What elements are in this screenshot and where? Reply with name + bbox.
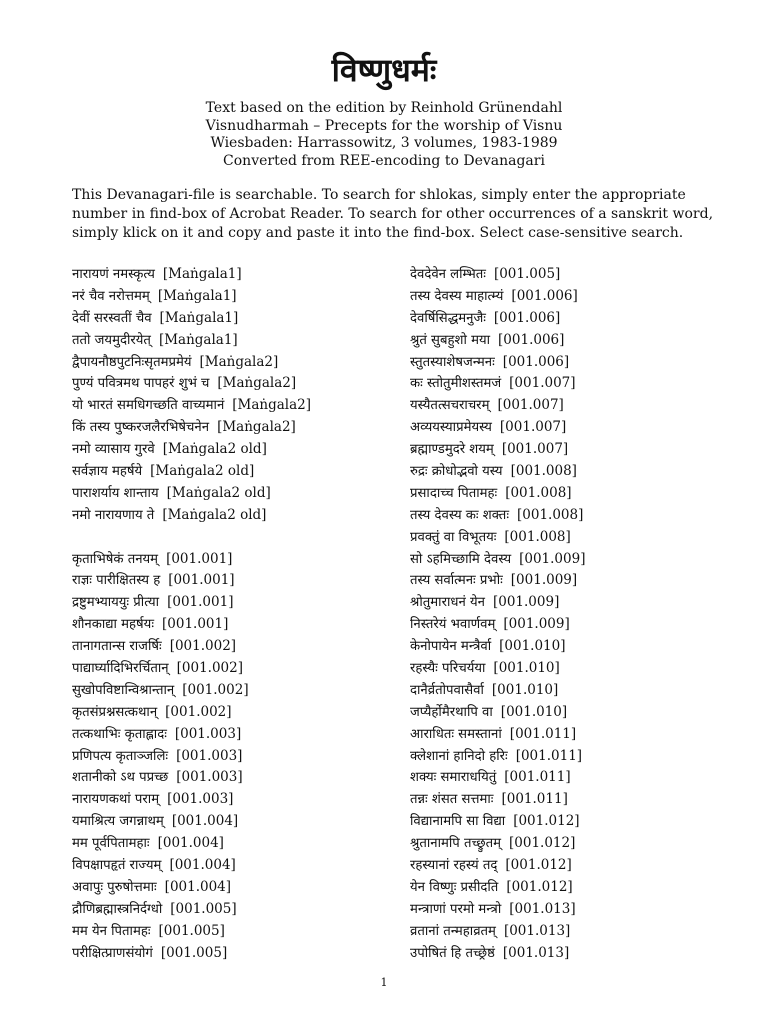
verse-entry[interactable] xyxy=(72,658,392,680)
verse-text[interactable]: मम येन पितामहः xyxy=(72,923,151,939)
verse-reference: [001.009] xyxy=(503,616,570,633)
verse-text[interactable]: व्रतानां तन्महाव्रतम् xyxy=(410,923,496,939)
verse-text[interactable]: सर्वज्ञाय महर्षये xyxy=(72,464,143,480)
verse-reference: [001.007] xyxy=(509,375,576,392)
verse-reference: [001.006] xyxy=(511,287,578,304)
verse-reference: [Maṅgala1] xyxy=(158,331,238,348)
verse-reference: [001.003] xyxy=(167,791,234,808)
verse-text[interactable]: रुद्रः क्रोधोद्भवो यस्य xyxy=(410,464,503,480)
verse-text[interactable]: येन विष्णुः प्रसीदति xyxy=(410,879,499,895)
verse-reference: [001.013] xyxy=(502,944,570,961)
verse-text[interactable]: द्रौणिब्रह्मास्त्रनिर्दग्धो xyxy=(72,901,163,917)
verse-entry[interactable] xyxy=(72,702,392,724)
verse-reference: [001.006] xyxy=(493,309,561,326)
verse-entry[interactable] xyxy=(410,395,750,417)
verse-text[interactable]: तस्य सर्वात्मनः प्रभोः xyxy=(410,573,503,589)
verse-reference: [001.007] xyxy=(501,441,569,458)
verse-text[interactable]: तस्य देवस्य माहात्म्यं xyxy=(410,288,504,304)
verse-entry[interactable] xyxy=(410,899,750,921)
verse-text[interactable]: नमो व्यासाय गुरवे xyxy=(72,442,155,458)
verse-entry[interactable] xyxy=(410,505,750,527)
verse-text[interactable]: निस्तरेयं भवार्णवम् xyxy=(410,617,496,633)
verse-text[interactable]: प्रसादाच्च पितामहः xyxy=(410,485,498,501)
verse-entry[interactable] xyxy=(410,833,750,855)
verse-column-right xyxy=(410,264,750,965)
verse-text[interactable]: रहस्यानां रहस्यं तद् xyxy=(410,858,498,874)
verse-reference: [Maṅgala2 old] xyxy=(162,506,267,523)
verse-entry[interactable] xyxy=(410,811,750,833)
verse-reference: [001.004] xyxy=(171,813,239,830)
verse-column-left xyxy=(72,264,392,965)
verse-entry[interactable] xyxy=(72,680,392,702)
verse-reference: [001.007] xyxy=(497,397,564,414)
verse-text[interactable]: नमो नारायणाय ते xyxy=(72,507,155,523)
verse-text[interactable]: विपक्षापहृतं राज्यम् xyxy=(72,858,162,874)
verse-reference: [001.002] xyxy=(182,681,249,698)
verse-reference: [001.005] xyxy=(493,266,561,282)
verse-text[interactable]: प्रवक्तुं वा विभूतयः xyxy=(410,529,497,545)
verse-reference: [001.009] xyxy=(519,550,586,567)
verse-entry[interactable] xyxy=(410,921,750,943)
verse-reference: [001.007] xyxy=(499,419,567,436)
edition-line: Visnudharmah – Precepts for the worship of Visnu xyxy=(205,117,563,134)
verse-entry[interactable] xyxy=(72,373,392,395)
verse-text[interactable]: शौनकाद्या महर्षयः xyxy=(72,617,154,633)
verse-entry[interactable] xyxy=(72,811,392,833)
verse-reference: [001.011] xyxy=(504,769,571,786)
verse-entry[interactable] xyxy=(72,943,392,965)
verse-reference: [001.010] xyxy=(500,703,568,720)
verse-reference: [001.010] xyxy=(491,681,559,698)
verse-reference: [001.001] xyxy=(162,616,229,633)
verse-reference: [001.013] xyxy=(509,900,576,917)
verse-text[interactable]: यमाश्रित्य जगन्नाथम् xyxy=(72,814,164,830)
verse-entry[interactable] xyxy=(72,461,392,483)
verse-entry[interactable] xyxy=(410,636,750,658)
verse-entry[interactable] xyxy=(410,702,750,724)
page-number: 1 xyxy=(380,976,388,989)
verse-entry[interactable] xyxy=(72,264,392,286)
intro-paragraph xyxy=(72,186,762,243)
verse-entry[interactable] xyxy=(72,746,392,768)
verse-text[interactable]: अव्ययस्याप्रमेयस्य xyxy=(410,420,492,436)
verse-text[interactable]: सुखोपविष्टान्विश्रान्तान् xyxy=(72,682,175,698)
verse-entry[interactable] xyxy=(410,789,750,811)
verse-reference: [Maṅgala2 old] xyxy=(162,441,267,458)
verse-text[interactable]: नारायणं नमस्कृत्य xyxy=(72,267,155,282)
verse-entry[interactable] xyxy=(72,439,392,461)
verse-text[interactable]: शतानीको ऽथ पप्रच्छ xyxy=(72,770,169,786)
verse-text[interactable]: विद्यानामपि सा विद्या xyxy=(410,814,506,830)
verse-text[interactable]: देवदेवेन लम्भितः xyxy=(410,267,486,282)
verse-text[interactable]: यस्यैतत्सचराचरम् xyxy=(410,398,490,414)
verse-reference: [Maṅgala2] xyxy=(199,353,279,370)
verse-reference: [001.008] xyxy=(504,528,571,545)
verse-reference: [Maṅgala2] xyxy=(217,375,297,392)
verse-entry[interactable] xyxy=(72,483,392,505)
verse-text[interactable]: क्लेशानां हानिदो हरिः xyxy=(410,748,508,764)
verse-reference: [001.012] xyxy=(513,813,580,830)
verse-entry[interactable] xyxy=(410,330,750,352)
edition-line: Converted from REE-encoding to Devanagari xyxy=(223,152,545,169)
verse-text[interactable]: कृताभिषेकं तनयम् xyxy=(72,551,159,567)
verse-reference: [001.002] xyxy=(169,638,237,655)
verse-entry[interactable] xyxy=(72,352,392,374)
verse-text[interactable]: नरं चैव नरोत्तमम् xyxy=(72,288,150,304)
verse-entry[interactable] xyxy=(72,724,392,746)
verse-entry[interactable] xyxy=(72,899,392,921)
verse-text[interactable]: मन्त्राणां परमो मन्त्रो xyxy=(410,901,502,917)
edition-line: Wiesbaden: Harrassowitz, 3 volumes, 1983-1989 xyxy=(210,135,558,151)
verse-reference: [001.012] xyxy=(505,857,572,874)
verse-entry[interactable] xyxy=(410,943,750,965)
verse-reference: [001.010] xyxy=(499,638,566,655)
verse-entry[interactable] xyxy=(410,286,750,308)
verse-entry[interactable] xyxy=(72,549,392,571)
verse-text[interactable]: नारायणकथां पराम् xyxy=(72,792,160,808)
verse-text[interactable]: उपोषितं हि तच्छ्रेष्ठं xyxy=(410,945,495,961)
verse-reference: [001.004] xyxy=(169,857,236,874)
edition-info xyxy=(0,100,768,170)
verse-entry[interactable] xyxy=(410,855,750,877)
verse-text[interactable]: जप्यैर्होमैरथापि वा xyxy=(410,704,493,720)
verse-entry[interactable] xyxy=(72,570,392,592)
verse-text[interactable]: देवर्षिसिद्धमनुजैः xyxy=(410,310,486,326)
intro-line: This Devanagari-file is searchable. To search for shlokas, simply enter the appropriate xyxy=(72,187,686,203)
verse-reference: [001.005] xyxy=(170,900,237,917)
verse-text[interactable]: श्रोतुमाराधनं येन xyxy=(410,595,485,611)
verse-text[interactable]: यो भारतं समधिगच्छति वाच्यमानं xyxy=(72,398,225,414)
verse-entry[interactable] xyxy=(72,286,392,308)
verse-reference: [001.011] xyxy=(509,725,577,742)
verse-text[interactable]: सो ऽहमिच्छामि देवस्य xyxy=(410,551,512,567)
verse-reference: [Maṅgala2] xyxy=(232,397,312,414)
verse-text[interactable]: केनोपायेन मन्त्रैर्वा xyxy=(410,639,492,655)
verse-entry[interactable] xyxy=(410,592,750,614)
verse-entry[interactable] xyxy=(72,505,392,527)
verse-text[interactable]: तस्य देवस्य कः शक्तः xyxy=(410,507,509,523)
verse-text[interactable]: श्रुतानामपि तच्छ्रुतम् xyxy=(410,836,502,852)
verse-entry[interactable] xyxy=(72,767,392,789)
verse-entry[interactable] xyxy=(410,570,750,592)
verse-reference: [001.001] xyxy=(166,550,233,567)
verse-entry[interactable] xyxy=(410,439,750,461)
verse-entry[interactable] xyxy=(72,921,392,943)
verse-entry[interactable] xyxy=(72,417,392,439)
intro-line: simply klick on it and copy and paste it into the find-box. Select case-sensitive search. xyxy=(72,225,684,241)
verse-reference: [001.003] xyxy=(176,747,243,764)
section-gap xyxy=(72,527,392,549)
verse-reference: [Maṅgala2 old] xyxy=(150,463,255,480)
verse-text[interactable]: शक्यः समाराधयितुं xyxy=(410,770,497,786)
verse-entry[interactable] xyxy=(410,680,750,702)
verse-text[interactable]: अवापुः पुरुषोत्तमाः xyxy=(72,879,157,895)
verse-entry[interactable] xyxy=(410,767,750,789)
verse-text[interactable]: ततो जयमुदीरयेत् xyxy=(72,332,151,348)
verse-reference: [Maṅgala1] xyxy=(157,287,237,304)
verse-reference: [001.008] xyxy=(517,506,584,523)
verse-reference: [001.004] xyxy=(157,835,224,852)
verse-reference: [001.005] xyxy=(158,922,225,939)
verse-reference: [001.009] xyxy=(492,594,560,611)
verse-reference: [001.012] xyxy=(509,835,576,852)
verse-reference: [Maṅgala2 old] xyxy=(166,484,271,501)
verse-entry[interactable] xyxy=(410,264,750,286)
verse-text[interactable]: राज्ञः पारीक्षितस्य ह xyxy=(72,573,161,589)
verse-text[interactable]: पुण्यं पवित्रमथ पापहरं शुभं च xyxy=(72,376,210,392)
verse-reference: [001.008] xyxy=(510,463,577,480)
verse-reference: [001.006] xyxy=(502,353,570,370)
verse-entry[interactable] xyxy=(72,877,392,899)
verse-reference: [001.005] xyxy=(160,944,228,961)
verse-entry[interactable] xyxy=(410,527,750,549)
verse-text[interactable]: कृतसंप्रश्नसत्कथान् xyxy=(72,704,158,720)
verse-text[interactable]: परीक्षित्प्राणसंयोगं xyxy=(72,945,153,961)
verse-text[interactable]: रहस्यैः परिचर्यया xyxy=(410,661,486,677)
verse-text[interactable]: तानागतान्स राजर्षिः xyxy=(72,639,162,655)
verse-entry[interactable] xyxy=(410,549,750,571)
intro-line: number in find-box of Acrobat Reader. To search for other occurrences of a sanskrit word, xyxy=(72,206,714,222)
verse-entry[interactable] xyxy=(410,373,750,395)
verse-reference: [001.001] xyxy=(167,594,234,611)
verse-text[interactable]: पाराशर्याय शान्ताय xyxy=(72,485,159,501)
verse-text[interactable]: आराधितः समस्तानां xyxy=(410,726,502,742)
verse-reference: [001.003] xyxy=(176,769,243,786)
verse-entry[interactable] xyxy=(72,308,392,330)
verse-entry[interactable] xyxy=(410,614,750,636)
verse-entry[interactable] xyxy=(410,352,750,374)
verse-reference: [001.004] xyxy=(164,878,232,895)
verse-text[interactable]: प्रणिपत्य कृताञ्जलिः xyxy=(72,748,169,764)
verse-reference: [Maṅgala1] xyxy=(159,309,239,326)
verse-reference: [001.013] xyxy=(503,922,571,939)
verse-text[interactable]: पाद्यार्घ्यादिभिरर्चितान् xyxy=(72,661,169,677)
verse-text[interactable]: तत्कथाभिः कृताह्लादः xyxy=(72,726,167,742)
verse-entry[interactable] xyxy=(410,877,750,899)
verse-entry[interactable] xyxy=(410,308,750,330)
verse-reference: [001.002] xyxy=(165,703,232,720)
verse-text[interactable]: किं तस्य पुष्करजलैरभिषेचनेन xyxy=(72,420,210,436)
verse-entry[interactable] xyxy=(410,417,750,439)
verse-reference: [001.011] xyxy=(515,747,583,764)
verse-reference: [001.003] xyxy=(174,725,242,742)
verse-entry[interactable] xyxy=(72,855,392,877)
edition-line: Text based on the edition by Reinhold Grünendahl xyxy=(205,100,563,116)
verse-entry[interactable] xyxy=(72,330,392,352)
verse-text[interactable]: दानैर्व्रतोपवासैर्वा xyxy=(410,682,484,698)
verse-reference: [001.011] xyxy=(501,791,568,808)
verse-reference: [001.008] xyxy=(505,484,572,501)
verse-text[interactable]: मम पूर्वपितामहाः xyxy=(72,836,150,852)
verse-entry[interactable] xyxy=(410,746,750,768)
verse-entry[interactable] xyxy=(72,636,392,658)
verse-text[interactable]: कः स्तोतुमीशस्तमजं xyxy=(410,376,502,392)
verse-entry[interactable] xyxy=(410,724,750,746)
verse-entry[interactable] xyxy=(72,789,392,811)
verse-text[interactable]: देवीं सरस्वतीं चैव xyxy=(72,310,152,326)
verse-text[interactable]: तन्नः शंसत सत्तमाः xyxy=(410,792,494,808)
verse-entry[interactable] xyxy=(72,395,392,417)
verse-entry[interactable] xyxy=(410,658,750,680)
verse-reference: [001.002] xyxy=(176,660,243,677)
verse-reference: [001.010] xyxy=(493,660,560,677)
verse-reference: [001.001] xyxy=(168,572,235,589)
verse-reference: [001.009] xyxy=(510,572,578,589)
verse-text[interactable]: द्रष्टुमभ्याययुः प्रीत्या xyxy=(72,595,160,611)
verse-text[interactable]: स्तुतस्याशेषजन्मनः xyxy=(410,354,495,370)
verse-entry[interactable] xyxy=(72,592,392,614)
verse-text[interactable]: द्वैपायनौष्ठपुटनिःसृतमप्रमेयं xyxy=(72,354,192,370)
verse-entry[interactable] xyxy=(410,483,750,505)
verse-text[interactable]: ब्रह्माण्डमुदरे शयम् xyxy=(410,442,494,458)
verse-reference: [001.012] xyxy=(506,878,573,895)
verse-reference: [001.006] xyxy=(498,331,565,348)
verse-text[interactable]: श्रुतं सुबहुशो मया xyxy=(410,332,491,348)
verse-reference: [Maṅgala2] xyxy=(217,419,296,436)
verse-entry[interactable] xyxy=(410,461,750,483)
verse-entry[interactable] xyxy=(72,614,392,636)
page-title: विष्णुधर्मः xyxy=(331,51,437,89)
verse-reference: [Maṅgala1] xyxy=(162,266,242,282)
verse-entry[interactable] xyxy=(72,833,392,855)
